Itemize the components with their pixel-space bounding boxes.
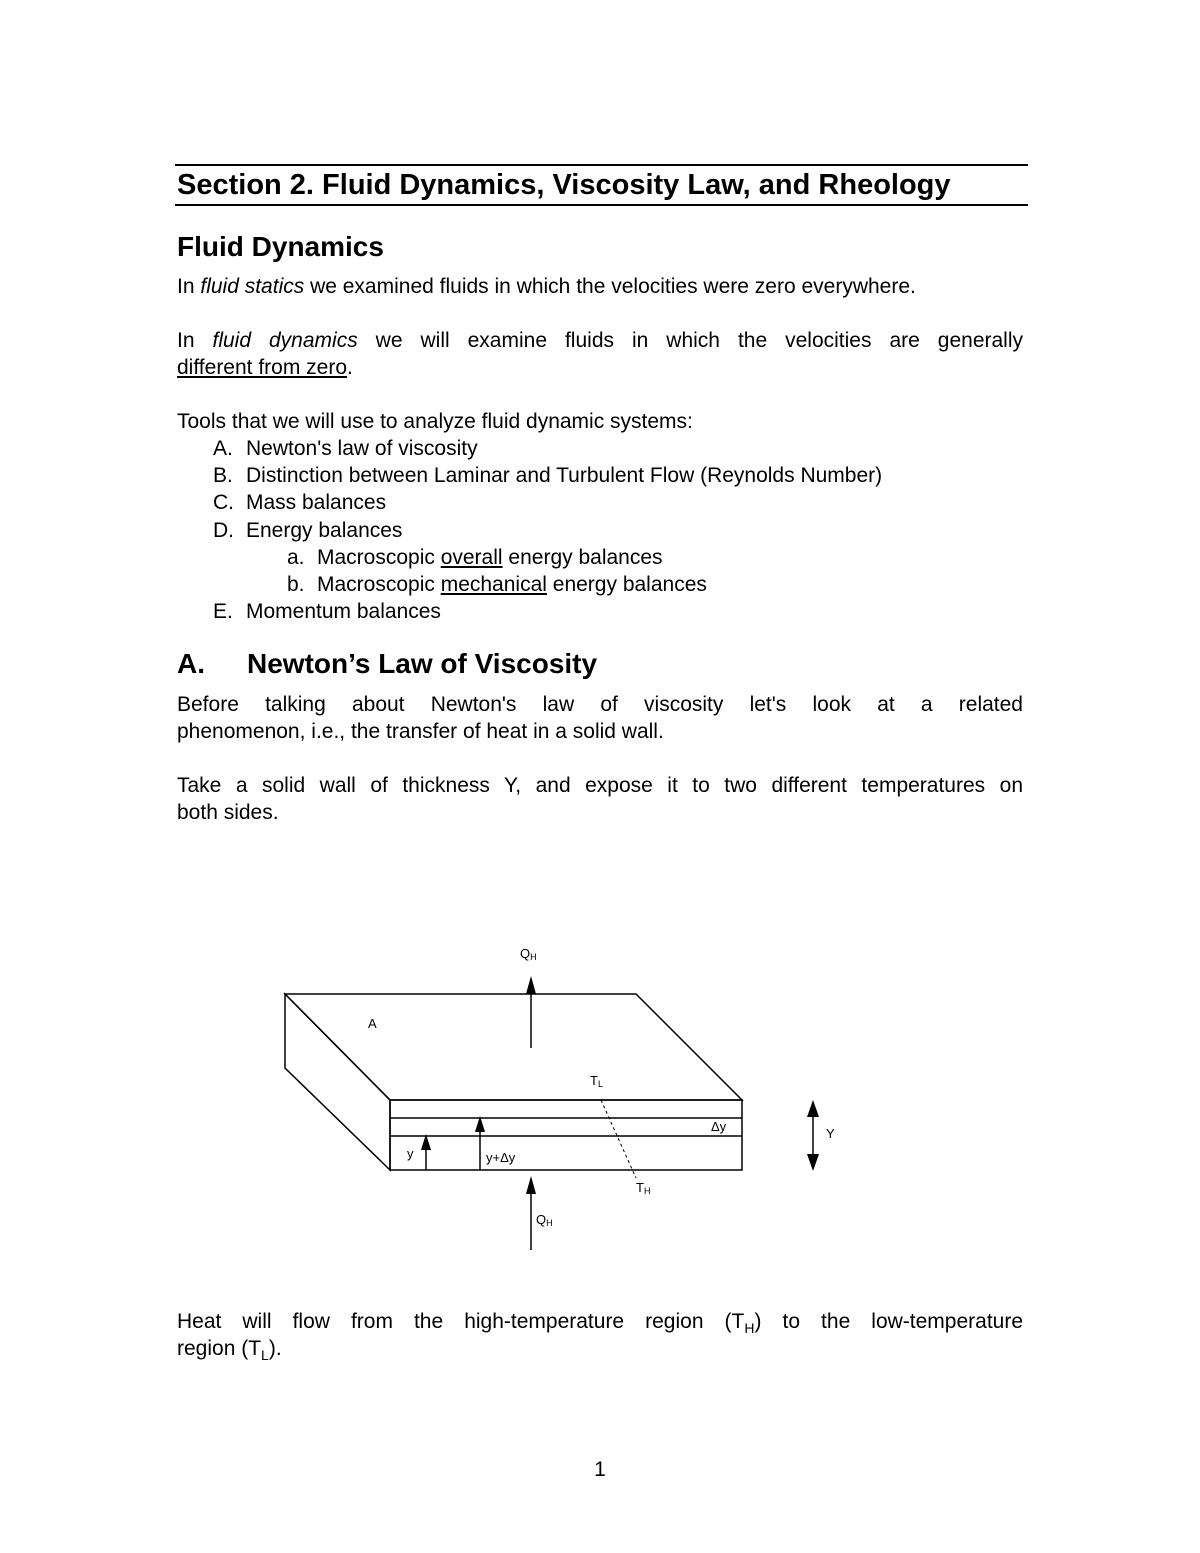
q-bottom-label: QH xyxy=(536,1212,553,1228)
list-item: D. Energy balances xyxy=(213,519,403,542)
list-item: E. Momentum balances xyxy=(213,600,441,623)
fluid-dynamics-paragraph-line2: different from zero. xyxy=(177,356,353,379)
list-item: C. Mass balances xyxy=(213,491,387,514)
heat-paragraph-line2: region $(T_L)$. xyxy=(177,1337,282,1364)
newton-paragraph-line1: Before talking about Newton's law of viscosity let's look at a related xyxy=(177,693,1023,716)
delta-y-label: Δy xyxy=(711,1119,727,1134)
q-top-arrowhead xyxy=(526,976,536,994)
wall-paragraph-line1: Take a solid wall of thickness Y, and expose it to two different temperatures on xyxy=(177,774,1023,797)
sub-list-item: b. Macroscopic mechanical energy balances xyxy=(287,573,707,596)
t-high-label: TH xyxy=(636,1180,651,1196)
wall-front-face xyxy=(390,1100,742,1170)
list-item: B. Distinction between Laminar and Turbulent Flow (Reynolds Number) xyxy=(213,464,883,487)
page-number: 1 xyxy=(594,1458,606,1481)
thickness-arrowhead-up xyxy=(807,1100,819,1117)
q-top-label: QH xyxy=(520,946,537,962)
q-bottom-arrowhead xyxy=(526,1176,536,1194)
wall-top-face xyxy=(285,994,742,1100)
thickness-label: Y xyxy=(826,1126,835,1141)
thickness-arrowhead-down xyxy=(807,1154,819,1171)
t-low-label: TL xyxy=(590,1073,603,1089)
fluid-dynamics-heading: Fluid Dynamics xyxy=(177,231,384,262)
newton-heading: A. Newton’s Law of Viscosity xyxy=(177,648,598,679)
tools-intro: Tools that we will use to analyze fluid dynamic systems: xyxy=(177,410,693,433)
area-label: A xyxy=(368,1016,377,1031)
temperature-profile-line xyxy=(601,1100,636,1178)
y-plus-delta-label: y+Δy xyxy=(486,1150,516,1165)
section-title: Section 2. Fluid Dynamics, Viscosity Law, and Rheology xyxy=(177,169,951,201)
y-label: y xyxy=(407,1146,414,1161)
fluid-statics-paragraph: In fluid statics we examined fluids in which the velocities were zero everywhere. xyxy=(177,275,916,298)
fluid-dynamics-paragraph-line1: In fluid dynamics we will examine fluids in which the velocities are generally xyxy=(177,329,1024,352)
wall-paragraph-line2: both sides. xyxy=(177,801,279,824)
newton-paragraph-line2: phenomenon, i.e., the transfer of heat in a solid wall. xyxy=(177,720,664,743)
sub-list-item: a. Macroscopic overall energy balances xyxy=(287,546,663,569)
list-item: A. Newton's law of viscosity xyxy=(213,437,478,460)
heat-paragraph-line1: Heat will flow from the high-temperature region $(T_H)$ to the low-temperature xyxy=(177,1310,1024,1337)
